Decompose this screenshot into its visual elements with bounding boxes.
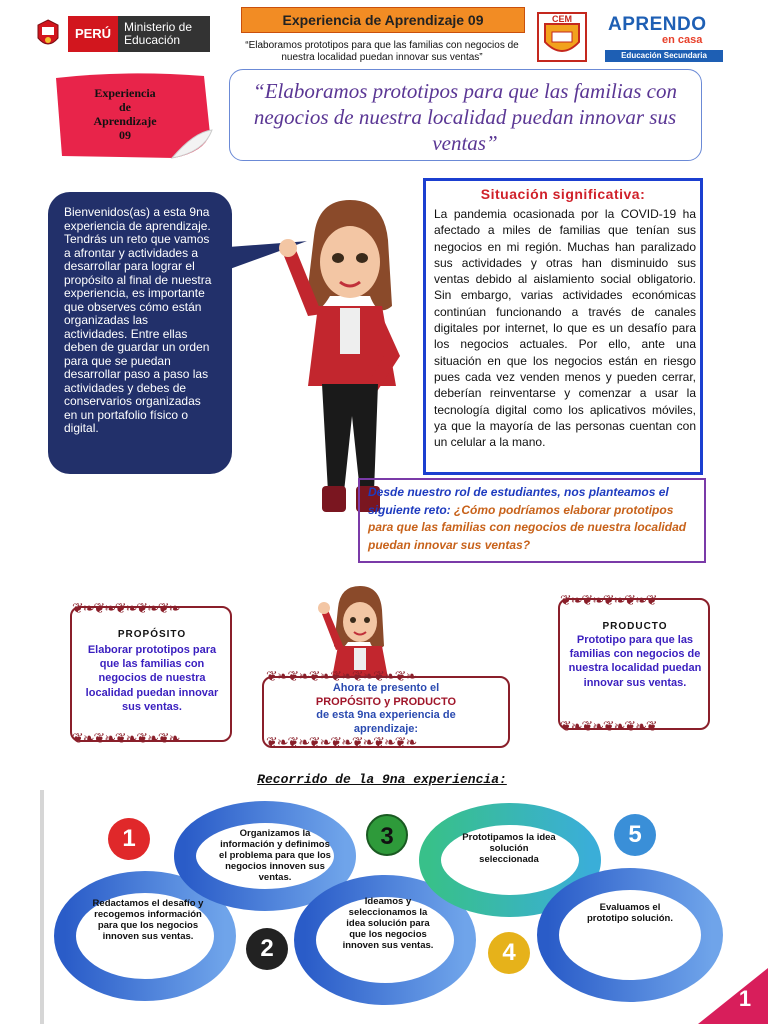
main-title: “Elaboramos prototipos para que las familias con negocios de nuestra localidad puedan innovar sus ventas” [253, 79, 677, 155]
experience-badge-text: Experiencia de Aprendizaje 09 [93, 86, 157, 142]
program-subtitle: en casa [662, 34, 703, 46]
product-text: Prototipo para que las familias con negocios de nuestra localidad puedan innovar sus ventas. [568, 634, 702, 689]
step-2-number: 2 [246, 928, 288, 970]
challenge-text [368, 484, 700, 554]
purpose-title: PROPÓSITO [117, 629, 187, 640]
route-title: Recorrido de la 9na experiencia: [257, 772, 507, 787]
page-number: 1 [738, 986, 752, 1011]
ornament-icon: ❦❧❦❧❦❧❦❧❦ [560, 718, 657, 734]
product-title: PRODUCTO [602, 621, 668, 632]
student-character-illustration [278, 196, 418, 518]
step-3-number: 3 [366, 814, 408, 856]
step-5-number: 5 [614, 814, 656, 856]
program-title: APRENDO [608, 14, 707, 35]
experience-label: Experiencia de Aprendizaje 09 [241, 7, 525, 33]
step-5-text: Evaluamos el prototipo solución. [586, 902, 673, 924]
school-logo-text: CEM [552, 14, 572, 24]
challenge-question: ¿Cómo podríamos elaborar prototipos para que las familias con negocios de nuestra localidad puedan innovar sus ventas? [368, 502, 687, 552]
ornament-icon: ❦❧❦❧❦❧❦❧❦❧❦❧❦❧ [266, 734, 417, 750]
step-1-number: 1 [108, 818, 150, 860]
step-4-text: Prototipamos la idea solución seleccionada [462, 832, 556, 865]
header-subtitle: “Elaboramos prototipos para que las familias con negocios de nuestra localidad puedan innovar sus ventas” [245, 40, 519, 63]
welcome-text: Bienvenidos(as) a esta 9na experiencia de aprendizaje. Tendrás un reto que vamos a afrontar y actividades a desarrollar para lograr el propósito al final de nuestra experiencia, es importante que observes cómo están organizadas las actividades. Entre ellas deben de guardar un orden para que se puedan desarrollar paso a paso las actividades y debes de conservarios organizadas en un portafolio físico o digital. [64, 205, 212, 435]
ornament-icon: ❦❧❦❧❦❧❦❧❦ [560, 592, 657, 608]
challenge-intro: Desde nuestro rol de estudiantes, nos planteamos el siguiente reto: [368, 485, 669, 517]
ornament-icon: ❦❧❦❧❦❧❦❧❦❧ [72, 730, 180, 746]
intro-text: Ahora te presento el PROPÓSITO y PRODUCTO de esta 9na experiencia de aprendizaje: [315, 682, 457, 735]
student-character-small-illustration [318, 584, 400, 678]
ornament-icon: ❦❧❦❧❦❧❦❧❦❧ [72, 600, 180, 616]
step-4-number: 4 [488, 932, 530, 974]
purpose-text: Elaborar prototipos para que las familias con negocios de nuestra localidad puedan innovar sus ventas. [85, 644, 219, 713]
ornament-icon: ❦❧❦❧❦❧❦❧❦❧❦❧❦❧ [266, 668, 417, 684]
ministry-label: Ministerio de Educación [118, 16, 210, 52]
situation-text: La pandemia ocasionada por la COVID-19 ha afectado a miles de familias que tenían sus negocios en mi región. Muchas han paralizado sus actividades y otras han disminuido sus ventas debido al aislamiento social obligatorio. Sin embargo, varias actividades económicas continúan funcionando a través de canales digitales por internet, lo que es un desafío para los negocios actuales. Por ello, ante una situación en que los negocios están en riesgo pues cada vez venden menos y pueden cerrar, deberían reinventarse y comenzar a usar la tecnología digital como los aplicativos móviles, ya que la mayoría de las personas cuentan con un celular a la mano. [434, 207, 696, 450]
step-1-text: Redactamos el desafío y recogemos información para que los negocios innoven sus ventas. [92, 898, 204, 942]
situation-title: Situación significativa: [480, 186, 646, 202]
program-level: Educación Secundaria [605, 50, 723, 62]
step-3-text: Ideamos y seleccionamos la idea solución para que los negocios innoven sus ventas. [342, 896, 434, 951]
peru-coat-of-arms-icon [30, 16, 66, 52]
step-2-text: Organizamos la información y definimos el problema para que los negocios innoven sus ventas. [219, 828, 331, 883]
peru-label: PERÚ [68, 16, 118, 52]
